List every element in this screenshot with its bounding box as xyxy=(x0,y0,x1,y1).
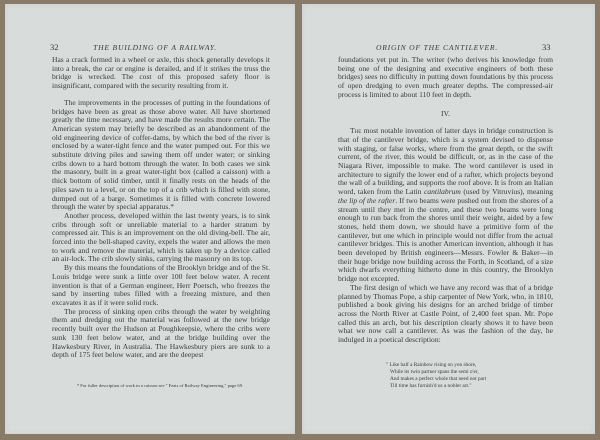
paragraph: The process of sinking open cribs through the water by weighting them and dredging out the material was followed at the new bridge recently built over the Hudson at Poughkeepsie, where the cribs were sunk 130 feet below water, and at the bridge building over the Hawkesbury River, in Australia. The Hawkesbury piers are sunk to a depth of 175 feet below water, and are the deepest xyxy=(52,306,270,360)
text-run: most notable invention of latter days in bridge construction is that of the cantilever bridge, which is a system devised to dispense with staging, or false works, where from the great depth, or the swift current, of the river, this would be difficult, or, as in the case of the Niagara River, impossible to make. The word cantilever is used in architecture to signify the lower end of a rafter, which projects beyond the wall of a building, and supports the roof above. It is from an Italian word, taken from the Latin xyxy=(338,126,553,197)
left-page xyxy=(5,4,295,434)
translation: the lip of the rafter xyxy=(338,195,396,205)
poem-line: And makes a perfect whole that need not part xyxy=(390,376,487,382)
paragraph: The improvements in the processes of putting in the foundations of bridges have been as great as those above water. All have shortened greatly the time necessary, and have made the results more certain. The American system may briefly be described as an abandonment of the old engineering device of coffer-dams, by which the bed of the river is enclosed by a water-tight fence and the water pumped out. For this we substitute driving piles and sawing them off under water; or sinking cribs down to a hard bottom through the water. In both cases we sink the masonry, built in a great water-tight box (called a caisson) with a thick bottom of solid timber, until it finally rests on the heads of the piles sawn to a level, or on the top of a crib which is filled with stone, dumped out of a barge. Sometimes it is filled with concrete lowered through the water by special apparatus.* xyxy=(52,97,270,212)
text-run: (used by Vitruvius), meaning xyxy=(460,187,553,197)
poem-line: Till time has furnish'd us a nobler art." xyxy=(390,383,472,389)
running-head: THE BUILDING OF A RAILWAY. xyxy=(93,43,217,52)
page-number: 32 xyxy=(50,42,59,52)
paragraph xyxy=(338,127,553,284)
latin-term: cantilabrum xyxy=(423,187,461,197)
paragraph: By this means the foundations of the Brooklyn bridge and of the St. Louis bridge were sunk a little over 100 feet below water. A recent invention is that of a German engineer, Herr Poetsch, who freezes the sand by inserting tubes filled with a freezing mixture, and then excavates it as if it were solid rock. xyxy=(52,263,270,307)
paragraph: The first design of which we have any record was that of a bridge planned by Thomas Pope, a ship carpenter of New York, who, in 1810, published a book giving his designs for an arched bridge of timber across the North River at Castle Point, of 2,400 feet span. Mr. Pope called this an arch, but his description clearly shows it to have been what we now call a cantilever. As was the fashion of the day, he indulged in a poetical description: xyxy=(338,282,553,345)
body-text xyxy=(338,56,553,345)
poem-line: While its twin partner spans the semi o'er, xyxy=(390,369,479,375)
paragraph: foundations yet put in. The writer (who derives his knowledge from being one of the designing and executive engineers of both these bridges) sees no difficulty in putting down foundations by this process of open dredging to even much greater depths. The compressed-air process is limited to about 110 feet in depth. xyxy=(338,55,553,99)
text-run: . If two beams were pushed out from the shores of a stream until they met in the centre, and these two beams were long enough to run back from the shores until their weight, aided by a few stones, held them down, we should have a primitive form of the cantilever, but one which in principle would not differ from the actual cantilever bridges. This is another American invention, although it has been developed by British engineers—Messrs. Fowler & Baker—in their huge bridge now building across the Forth, in Scotland, of a size which dwarfs everything hitherto done in this country, the Brooklyn bridge not excepted. xyxy=(338,195,554,284)
poem-line: " Like half a Rainbow rising on yon shore, xyxy=(386,362,477,368)
right-page xyxy=(302,4,595,434)
paragraph: Has a crack formed in a wheel or axle, this shock generally develops it into a break, the car or engine is derailed, and if it strikes the truss the bridge is wrecked. The cost of this proposed safety floor is insignificant, compared with the security resulting from it. xyxy=(52,55,270,91)
body-text xyxy=(52,56,270,360)
lead-word: The xyxy=(350,126,362,136)
paragraph: Another process, developed within the last twenty years, is to sink cribs through soft or unreliable material to a harder stratum by compressed air. This is an improvement on the old diving-bell. The air, forced into the bell-shaped cavity, expels the water and allows the men to work and remove the material, which is taken up by a device called an air-lock. The crib slowly sinks, carrying the masonry on its top. xyxy=(52,210,270,264)
section-number: IV. xyxy=(441,108,450,118)
page-number: 33 xyxy=(542,42,551,52)
poem-quote xyxy=(386,362,486,390)
footnote: * For fuller description of work in a caisson see " Feats of Railway Engineering," page 69. xyxy=(76,383,244,388)
running-head: ORIGIN OF THE CANTILEVER. xyxy=(375,43,499,52)
